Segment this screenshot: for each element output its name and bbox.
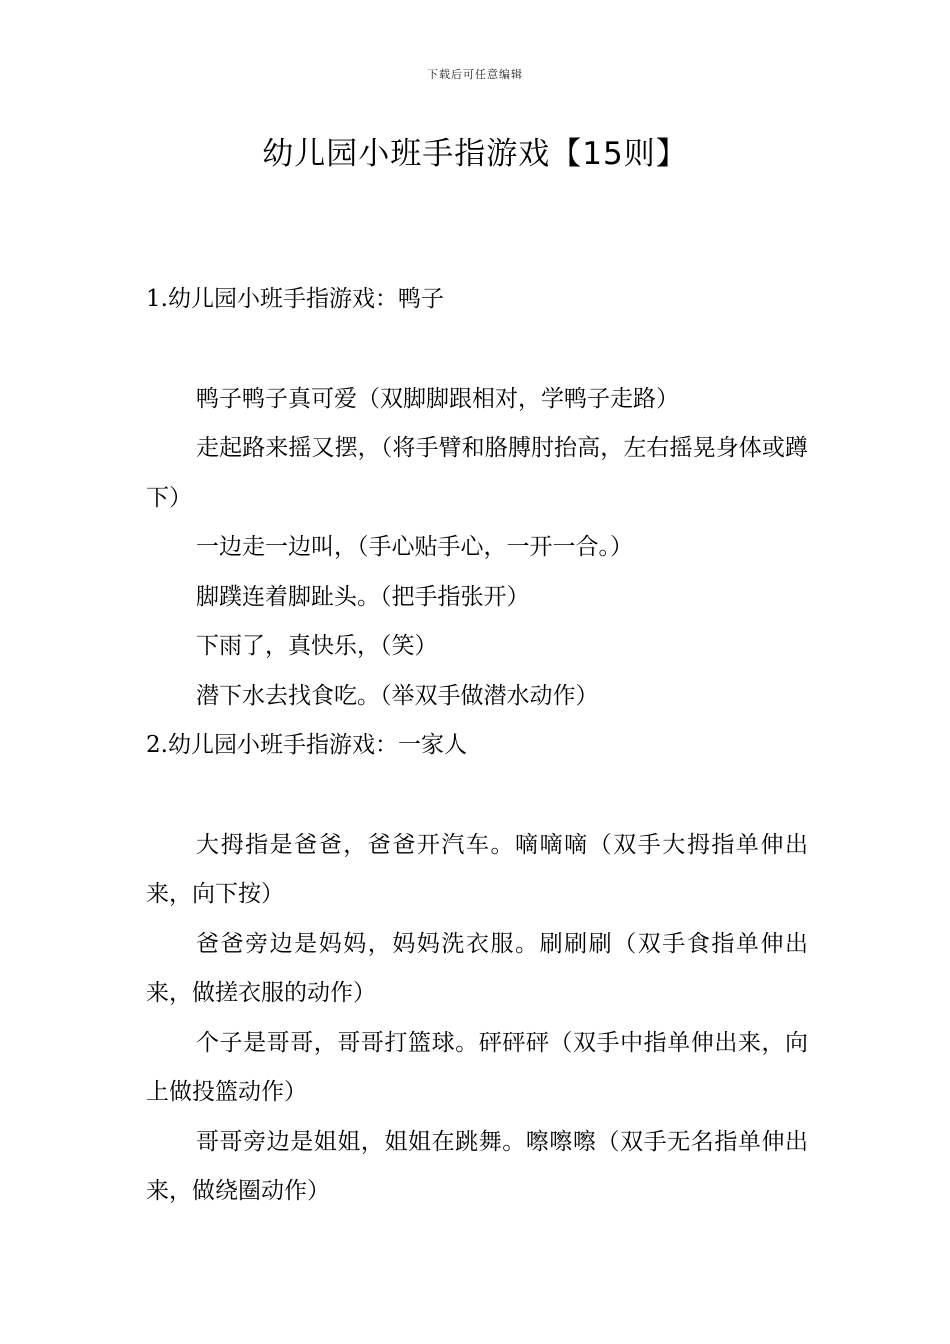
document-body — [146, 275, 808, 1217]
document-title: 幼儿园小班手指游戏【15则】 — [262, 136, 688, 172]
header-note: 下载后可任意编辑 — [427, 68, 523, 81]
section-1-paragraph: 下雨了，真快乐，（笑） — [196, 633, 438, 659]
section-1-paragraph: 潜下水去找食吃。（举双手做潜水动作） — [196, 682, 599, 709]
section-2-paragraph: 大拇指是爸爸，爸爸开汽车。嘀嘀嘀（双手大拇指单伸出来，向下按） — [146, 831, 808, 907]
section-heading-2: 2.幼儿园小班手指游戏：一家人 — [146, 732, 467, 758]
section-2-paragraph: 爸爸旁边是妈妈，妈妈洗衣服。刷刷刷（双手食指单伸出来，做搓衣服的动作） — [146, 930, 808, 1006]
section-2-paragraph: 个子是哥哥，哥哥打篮球。砰砰砰（双手中指单伸出来，向上做投篮动作） — [146, 1029, 808, 1105]
section-1-paragraph: 走起路来摇又摆，（将手臂和胳膊肘抬高，左右摇晃身体或蹲下） — [146, 435, 808, 511]
section-1-paragraph: 鸭子鸭子真可爱（双脚脚跟相对，学鸭子走路） — [196, 385, 679, 412]
section-1-paragraph: 脚蹼连着脚趾头。（把手指张开） — [196, 583, 530, 610]
section-1-paragraph: 一边走一边叫，（手心贴手心，一开一合。） — [196, 534, 633, 560]
section-heading-1: 1.幼儿园小班手指游戏：鸭子 — [146, 286, 444, 312]
section-gap — [146, 325, 808, 375]
section-2-paragraph: 哥哥旁边是姐姐，姐姐在跳舞。嚓嚓嚓（双手无名指单伸出来，做绕圈动作） — [146, 1128, 808, 1204]
section-gap — [146, 771, 808, 821]
